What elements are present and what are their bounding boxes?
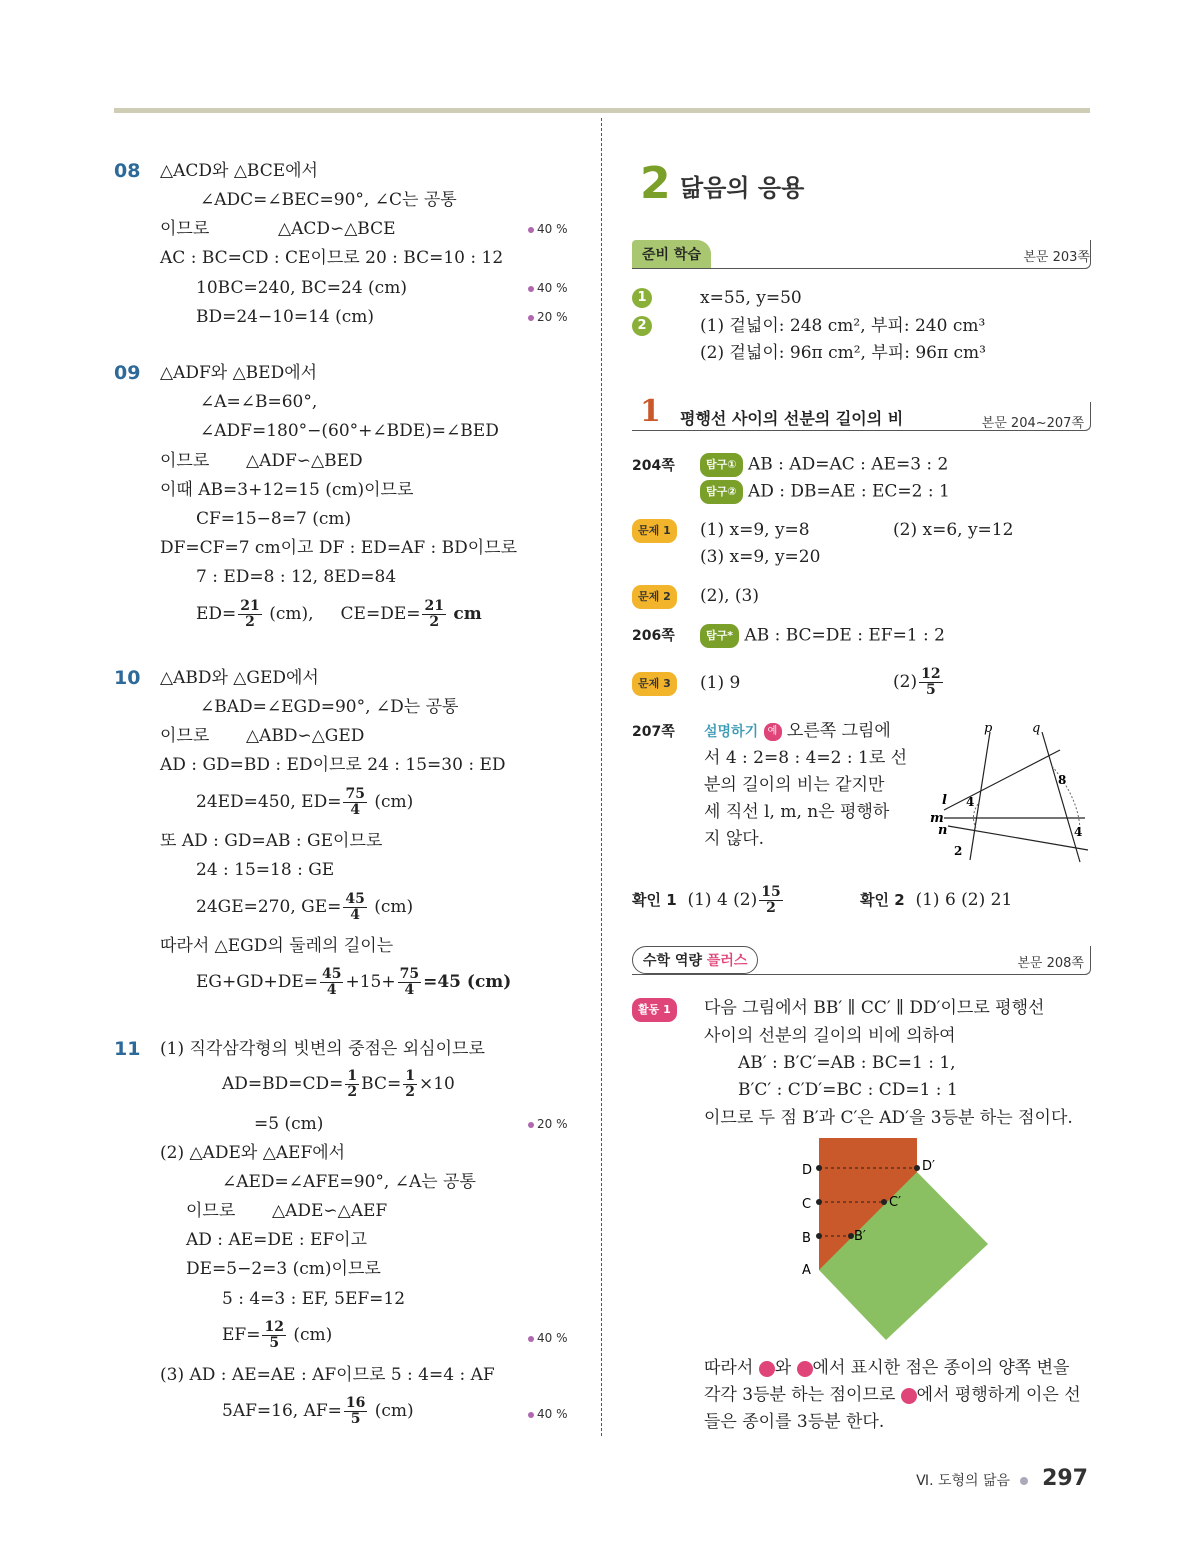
answer-line: 탐구② AD : DB=AE : EC=2 : 1: [700, 480, 950, 504]
problem-number: 11: [114, 1038, 141, 1060]
text-line: ∠ADC=∠BEC=90°, ∠C는 공통: [200, 190, 457, 210]
score-percent: 20 %: [528, 310, 568, 324]
fraction-line: 5AF=16, AF= $\frac{16}{5}$ (cm): [222, 1395, 414, 1427]
text-line: DF=CF=7 cm이고 DF : ED=AF : BD이므로: [160, 538, 518, 558]
text-line: AB′ : B′C′=AB : BC=1 : 1,: [738, 1053, 956, 1073]
text-line: △ABD∽△GED: [246, 726, 365, 746]
text-line: AD : GD=BD : ED이므로 24 : 15=30 : ED: [160, 755, 506, 775]
score-percent: 40 %: [528, 1407, 568, 1421]
text-line: (1) 겉넓이: 248 cm², 부피: 240 cm³: [700, 316, 986, 336]
text-line: 이므로: [160, 451, 210, 471]
fraction-line: ED= $\frac{21}{2}$ (cm), CE=DE= $\frac{21}{2}$ cm: [196, 598, 482, 630]
fraction-line: AD=BD=CD= $\frac{1}{2}$ BC= $\frac{1}{2}$ ×10: [222, 1068, 455, 1100]
page-ref: 본문 204~207쪽: [981, 416, 1084, 431]
score-percent: 20 %: [528, 1117, 568, 1131]
text-line: 이때 AB=3+12=15 (cm)이므로: [160, 480, 414, 500]
problem-number: 09: [114, 362, 141, 384]
fraction-line: (2) $\frac{12}{5}$: [893, 666, 941, 698]
problem-number: 10: [114, 667, 141, 689]
chapter-label: Ⅵ. 도형의 닮음: [916, 1473, 1011, 1489]
problem-tag: 문제 3: [632, 672, 677, 696]
text-line: ∠A=∠B=60°,: [200, 392, 318, 412]
unit-band: [632, 394, 1091, 431]
fraction: $\frac{15}{2}$: [761, 884, 781, 916]
text-line: 세 직선 l, m, n은 평행하: [704, 802, 890, 822]
marker: [759, 1361, 775, 1377]
text-line: (1) x=9, y=8: [700, 520, 810, 540]
label-l: l: [942, 793, 947, 808]
label-Bp: B′: [854, 1229, 866, 1244]
text-line: 사이의 선분의 길이의 비에 의하여: [704, 1026, 956, 1046]
text-line: 다음 그림에서 BB′ ∥ CC′ ∥ DD′이므로 평행선: [704, 998, 1045, 1018]
plus-band: [632, 946, 1091, 975]
text-line: 또 AD : GD=AB : GE이므로: [160, 831, 383, 851]
parallel-lines-figure: [930, 720, 1095, 865]
fraction-line: EF= $\frac{12}{5}$ (cm): [222, 1319, 333, 1351]
page-number: 297: [1042, 1466, 1088, 1491]
section-title: 닮음의 응용: [680, 174, 805, 202]
page-ref: 본문 203쪽: [1023, 250, 1090, 265]
text-line: (1) 9: [700, 673, 741, 693]
marker: [797, 1361, 813, 1377]
paper-fold-figure: [796, 1134, 996, 1346]
text-line: ∠BAD=∠EGD=90°, ∠D는 공통: [200, 697, 459, 717]
fraction: $\frac{45}{4}$: [321, 966, 342, 998]
text-line: DE=5−2=3 (cm)이므로: [186, 1259, 381, 1279]
text-line: 이므로 두 점 B′과 C′은 AD′을 3등분 하는 점이다.: [704, 1108, 1073, 1128]
text-line: BD=24−10=14 (cm): [196, 307, 375, 327]
check-line-2: 확인 2 (1) 6 (2) 21: [860, 890, 1013, 910]
score-percent: 40 %: [528, 281, 568, 295]
page-label: 204쪽: [632, 458, 675, 474]
problem-tag: 문제 2: [632, 585, 677, 609]
fraction: $\frac{1}{2}$: [347, 1068, 358, 1100]
text-line: 서 4 : 2=8 : 4=2 : 1로 선: [704, 748, 908, 768]
dot-icon: [1020, 1477, 1028, 1485]
label-m: m: [930, 811, 944, 826]
fraction: $\frac{12}{5}$: [264, 1319, 284, 1351]
answer-line: 탐구① AB : AD=AC : AE=3 : 2: [700, 453, 948, 477]
text-line: x=55, y=50: [700, 288, 802, 308]
prep-band: [632, 240, 1091, 269]
fraction-line: EG+GD+DE= $\frac{45}{4}$ +15+ $\frac{75}{4}$ =45 (cm): [196, 966, 512, 998]
fraction: $\frac{21}{2}$: [424, 598, 444, 630]
fraction: $\frac{45}{4}$: [345, 891, 365, 923]
page-label: 207쪽: [632, 724, 675, 740]
explore-tag: 탐구②: [700, 480, 743, 504]
label-4a: 4: [966, 795, 975, 809]
activity-tag: 활동 1: [632, 998, 677, 1022]
text-line: ∠ADF=180°−(60°+∠BDE)=∠BED: [200, 421, 499, 441]
problem-number: 08: [114, 160, 141, 182]
text-line: 들은 종이를 3등분 한다.: [704, 1412, 885, 1432]
text-line: (3) AD : AE=AE : AF이므로 5 : 4=4 : AF: [160, 1365, 495, 1385]
text-line: 지 않다.: [704, 829, 765, 849]
fraction: $\frac{1}{2}$: [405, 1068, 415, 1100]
text-line: 10BC=240, BC=24 (cm): [196, 278, 407, 298]
label-B: B: [802, 1231, 811, 1246]
text-line: CF=15−8=7 (cm): [196, 509, 352, 529]
text-line: 각각 3등분 하는 점이므로 에서 평행하게 이은 선: [704, 1385, 1081, 1405]
page-ref: 본문 208쪽: [1017, 956, 1084, 971]
plus-label: 수학 역량 플러스: [632, 946, 758, 974]
section-number: 2: [640, 158, 671, 209]
text-line: 분의 길이의 비는 같지만: [704, 775, 885, 795]
text-line: 24 : 15=18 : GE: [196, 860, 335, 880]
text-line: △ACD와 △BCE에서: [160, 161, 318, 181]
problem-tag: 문제 1: [632, 519, 677, 543]
top-rule: [114, 108, 1090, 113]
text-line: (3) x=9, y=20: [700, 547, 821, 567]
label-p: p: [984, 721, 993, 736]
unit-number: 1: [640, 394, 661, 429]
answer-marker: 2: [632, 316, 652, 336]
text-line: 5 : 4=3 : EF, 5EF=12: [222, 1289, 406, 1309]
answer-line: 탐구* AB : BC=DE : EF=1 : 2: [700, 624, 945, 648]
text-line: 따라서 와 에서 표시한 점은 종이의 양쪽 변을: [704, 1358, 1070, 1378]
column-divider: [601, 118, 602, 1436]
text-line: 이므로: [186, 1201, 236, 1221]
label-A: A: [802, 1263, 811, 1278]
text-line: 이므로: [160, 219, 210, 239]
score-percent: 40 %: [528, 1331, 568, 1345]
fraction: $\frac{75}{4}$: [399, 966, 420, 998]
unit-title: 평행선 사이의 선분의 길이의 비: [680, 409, 904, 428]
text-line: ∠AED=∠AFE=90°, ∠A는 공통: [222, 1172, 476, 1192]
explore-tag: 탐구①: [700, 453, 743, 477]
answer-marker: 1: [632, 288, 652, 308]
page-label: 206쪽: [632, 628, 675, 644]
label-8: 8: [1058, 773, 1067, 787]
check-line-1: 확인 1 (1) 4 (2) $\frac{15}{2}$: [632, 884, 781, 916]
fraction: $\frac{12}{5}$: [921, 666, 941, 698]
text-line: AC : BC=CD : CE이므로 20 : BC=10 : 12: [160, 248, 504, 268]
fraction-line: 24GE=270, GE= $\frac{45}{4}$ (cm): [196, 891, 414, 923]
text-line: (2) 겉넓이: 96π cm², 부피: 96π cm³: [700, 343, 986, 363]
prep-label: 준비 학습: [632, 240, 711, 268]
text-line: (2), (3): [700, 586, 759, 606]
fraction: $\frac{75}{4}$: [345, 786, 365, 818]
text-line: △ADF∽△BED: [246, 451, 363, 471]
label-Cp: C′: [889, 1195, 902, 1210]
fraction: $\frac{16}{5}$: [345, 1395, 366, 1427]
text-line: 설명하기 예 오른쪽 그림에: [704, 721, 891, 741]
text-line: 7 : ED=8 : 12, 8ED=84: [196, 567, 397, 587]
text-line: (1) 직각삼각형의 빗변의 중점은 외심이므로: [160, 1039, 485, 1059]
fraction: $\frac{21}{2}$: [240, 598, 260, 630]
label-C: C: [802, 1197, 812, 1212]
text-line: (2) △ADE와 △AEF에서: [160, 1143, 346, 1163]
text-line: AD : AE=DE : EF이고: [186, 1230, 367, 1250]
text-line: 이므로: [160, 726, 210, 746]
label-2: 2: [954, 844, 963, 858]
text-line: =5 (cm): [254, 1114, 324, 1134]
text-line: B′C′ : C′D′=BC : CD=1 : 1: [738, 1080, 958, 1100]
text-line: △ADF와 △BED에서: [160, 363, 318, 383]
label-D: D: [802, 1163, 813, 1178]
label-n: n: [938, 823, 948, 838]
score-percent: 40 %: [528, 222, 568, 236]
fraction-line: 24ED=450, ED= $\frac{75}{4}$ (cm): [196, 786, 414, 818]
page-footer: [916, 1466, 1088, 1491]
marker: [901, 1388, 917, 1404]
text-line: △ADE∽△AEF: [272, 1201, 388, 1221]
text-line: 따라서 △EGD의 둘레의 길이는: [160, 936, 394, 956]
text-line: (2) x=6, y=12: [893, 520, 1014, 540]
label-Dp: D′: [922, 1159, 935, 1174]
label-q: q: [1032, 721, 1041, 736]
label-4b: 4: [1074, 825, 1083, 839]
text-line: △ABD와 △GED에서: [160, 668, 319, 688]
text-line: △ACD∽△BCE: [278, 219, 396, 239]
explore-tag: 탐구*: [700, 624, 739, 648]
